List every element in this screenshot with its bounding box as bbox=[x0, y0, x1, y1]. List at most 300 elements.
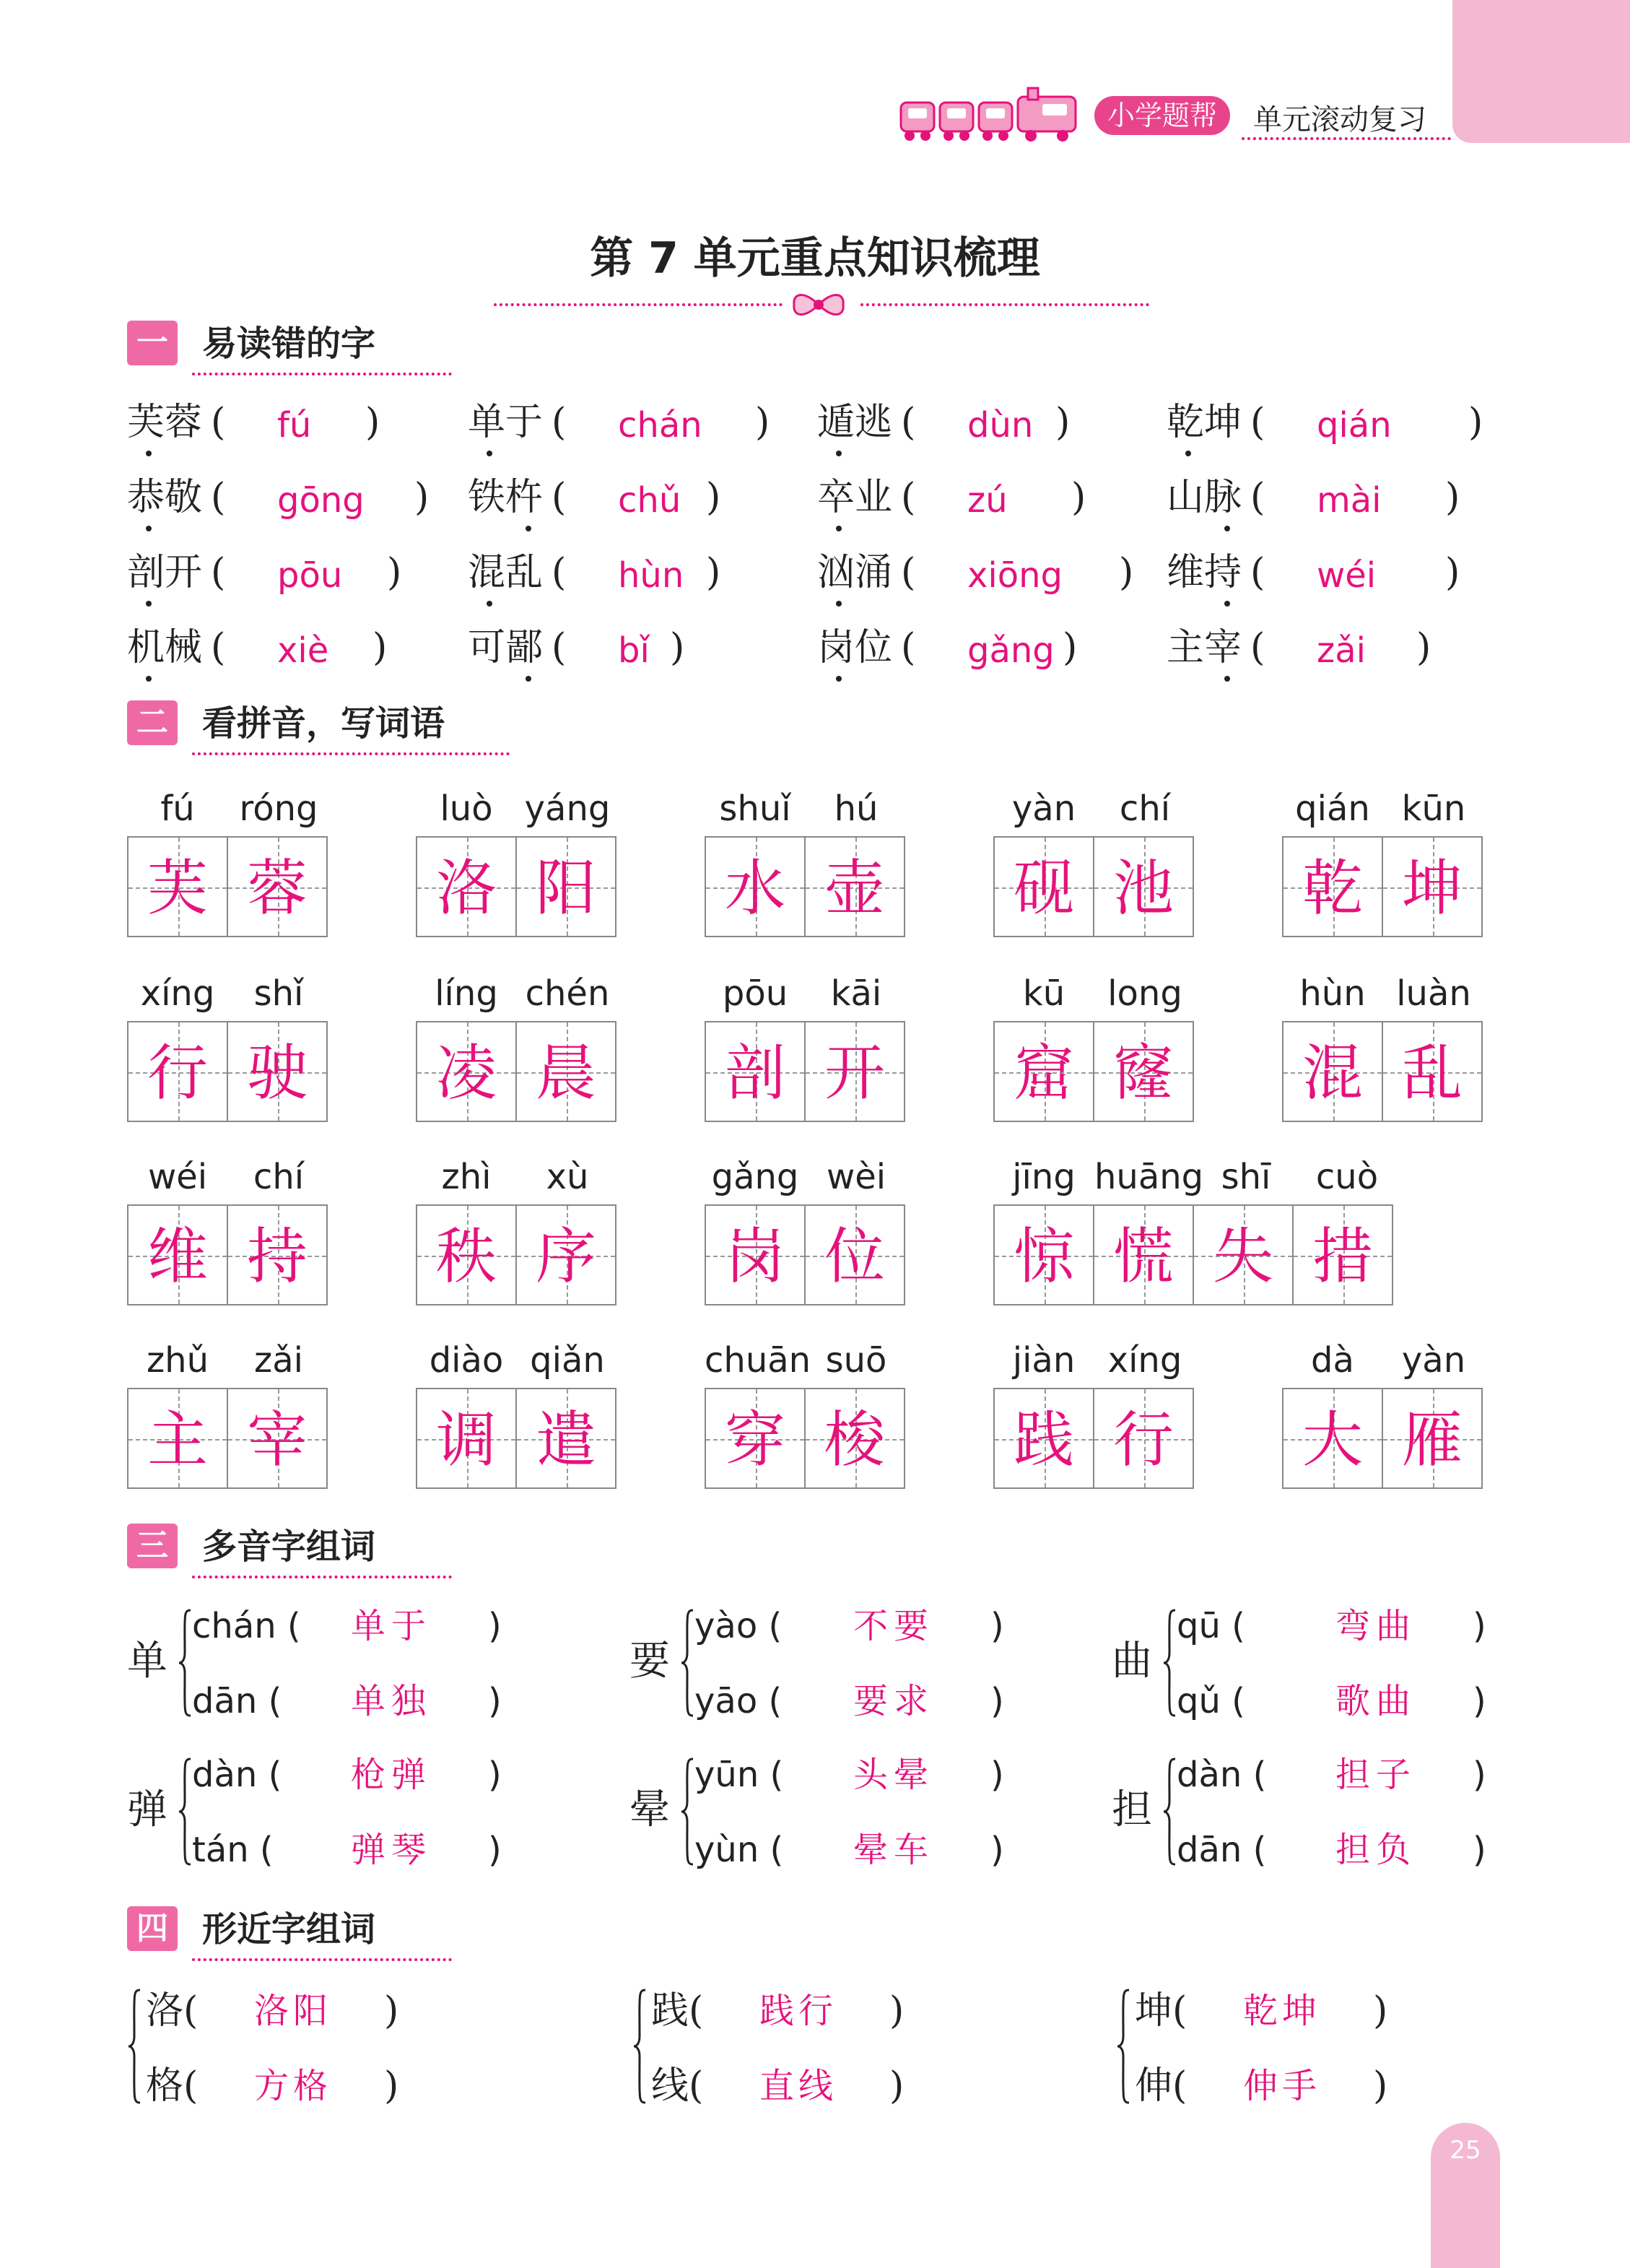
polyphone-char: 晕 bbox=[629, 1786, 670, 1833]
pinyin-syllable: hú bbox=[834, 788, 879, 829]
pinyin-syllable: xù bbox=[546, 1157, 589, 1197]
close-paren: ) bbox=[1473, 1755, 1486, 1795]
writing-cell bbox=[515, 836, 616, 937]
pinyin-word bbox=[993, 973, 1195, 1125]
writing-cell bbox=[127, 836, 228, 937]
section-3-number: 三 bbox=[127, 1524, 178, 1568]
written-character: 措 bbox=[1312, 1221, 1373, 1292]
title-divider-right bbox=[860, 303, 1149, 306]
reading-item bbox=[127, 397, 459, 448]
section-2-number: 二 bbox=[127, 700, 178, 745]
polyphone-line bbox=[1177, 1603, 1486, 1649]
pinyin-syllable: róng bbox=[239, 788, 318, 829]
emphasis-dot bbox=[146, 601, 152, 607]
pinyin-syllable: xíng bbox=[140, 973, 215, 1014]
pinyin-syllable: xíng bbox=[1107, 1340, 1182, 1381]
pinyin-syllable: kāi bbox=[830, 973, 882, 1014]
writing-cell bbox=[993, 1388, 1094, 1489]
written-character: 乱 bbox=[1401, 1038, 1463, 1108]
example-word: 直线 bbox=[759, 2066, 838, 2106]
reading-word: 机械 bbox=[127, 626, 203, 669]
reading-word: 恭敬 bbox=[127, 476, 203, 519]
written-character: 蓉 bbox=[246, 853, 308, 924]
pinyin-answer: chán bbox=[618, 405, 702, 446]
close-paren: ) bbox=[1416, 626, 1431, 669]
pinyin-word bbox=[993, 788, 1195, 940]
open-paren: ( bbox=[757, 1681, 783, 1721]
pinyin-reading: tán bbox=[192, 1830, 249, 1870]
pinyin-syllable: huāng bbox=[1094, 1157, 1204, 1197]
pinyin-syllable: suō bbox=[825, 1340, 887, 1381]
pinyin-syllable: shī bbox=[1221, 1157, 1271, 1197]
pinyin-word bbox=[993, 1340, 1195, 1492]
written-character: 坤 bbox=[1401, 853, 1463, 924]
open-paren: ( bbox=[1250, 476, 1265, 519]
pinyin-syllable: luàn bbox=[1396, 973, 1471, 1014]
pinyin-syllable: wéi bbox=[147, 1157, 208, 1197]
pinyin-syllable: shǐ bbox=[253, 973, 304, 1014]
close-paren: ) bbox=[706, 551, 721, 594]
written-character: 洛 bbox=[435, 853, 497, 924]
written-character: 主 bbox=[147, 1404, 208, 1475]
page-number: 25 bbox=[1450, 2136, 1481, 2165]
writing-cell bbox=[1282, 836, 1383, 937]
brand-label: 小学题帮 bbox=[1094, 96, 1230, 135]
example-word: 担子 bbox=[1335, 1755, 1417, 1795]
polyphone-group bbox=[1112, 1747, 1559, 1892]
reading-item bbox=[468, 397, 800, 448]
open-paren: ( bbox=[901, 476, 916, 519]
pinyin-reading: yāo bbox=[694, 1681, 758, 1721]
reading-item bbox=[1167, 472, 1499, 523]
written-character: 凌 bbox=[435, 1038, 497, 1108]
similar-char-line bbox=[651, 1986, 905, 2036]
pinyin-word bbox=[127, 1157, 329, 1308]
pinyin-answer: gǎng bbox=[967, 630, 1055, 671]
reading-word: 混乱 bbox=[468, 551, 544, 594]
close-paren: ) bbox=[990, 1606, 1004, 1646]
open-paren: ( bbox=[1242, 1830, 1267, 1870]
tianzige-grid bbox=[705, 1388, 904, 1489]
pinyin-syllable: yàn bbox=[1401, 1340, 1466, 1381]
polyphone-char: 弹 bbox=[127, 1786, 167, 1833]
reading-word: 卒业 bbox=[817, 476, 893, 519]
writing-cell bbox=[993, 836, 1094, 937]
written-character: 大 bbox=[1302, 1404, 1363, 1475]
writing-cell bbox=[1093, 1388, 1194, 1489]
reading-word: 铁杵 bbox=[468, 476, 544, 519]
reading-word: 汹涌 bbox=[817, 551, 893, 594]
written-character: 阳 bbox=[535, 853, 596, 924]
open-paren: ( bbox=[759, 1830, 784, 1870]
polyphone-line bbox=[192, 1678, 502, 1724]
brace-icon bbox=[680, 1609, 694, 1717]
polyphone-group bbox=[629, 1599, 1077, 1743]
tianzige-grid bbox=[127, 836, 326, 937]
emphasis-dot bbox=[836, 601, 842, 607]
written-character: 维 bbox=[147, 1221, 208, 1292]
pinyin-word bbox=[127, 1340, 329, 1492]
open-paren: ( bbox=[757, 1606, 783, 1646]
written-character: 开 bbox=[824, 1038, 885, 1108]
open-paren: ( bbox=[901, 401, 916, 444]
similar-char: 格 bbox=[146, 2064, 184, 2108]
pinyin-reading: dàn bbox=[1177, 1755, 1242, 1795]
pinyin-word bbox=[127, 973, 329, 1125]
pinyin-answer: gōng bbox=[277, 480, 365, 521]
brace-icon bbox=[1116, 1989, 1130, 2104]
writing-cell bbox=[227, 1204, 328, 1305]
written-character: 窿 bbox=[1112, 1038, 1174, 1108]
open-paren: ( bbox=[759, 1755, 784, 1795]
pinyin-syllable: qiǎn bbox=[530, 1340, 605, 1381]
emphasis-dot bbox=[487, 451, 492, 456]
emphasis-dot bbox=[1185, 451, 1191, 456]
reading-word: 遁逃 bbox=[817, 401, 893, 444]
bow-icon bbox=[790, 289, 847, 321]
reading-item bbox=[817, 472, 1149, 523]
section-1-underline bbox=[192, 373, 452, 375]
written-character: 池 bbox=[1112, 853, 1174, 924]
writing-cell bbox=[705, 1021, 806, 1122]
close-paren: ) bbox=[1055, 401, 1071, 444]
pinyin-word bbox=[705, 973, 907, 1125]
written-character: 岗 bbox=[724, 1221, 785, 1292]
open-paren: ( bbox=[183, 2064, 199, 2108]
pinyin-reading: dàn bbox=[192, 1755, 258, 1795]
tianzige-grid bbox=[127, 1021, 326, 1122]
writing-cell bbox=[993, 1204, 1094, 1305]
pinyin-syllable: long bbox=[1107, 973, 1182, 1014]
written-character: 惊 bbox=[1013, 1221, 1074, 1292]
title-divider-left bbox=[494, 303, 783, 306]
close-paren: ) bbox=[1071, 476, 1086, 519]
example-word: 枪弹 bbox=[351, 1755, 432, 1795]
writing-cell bbox=[705, 836, 806, 937]
pinyin-word bbox=[705, 1157, 907, 1308]
pinyin-syllable: hùn bbox=[1299, 973, 1366, 1014]
close-paren: ) bbox=[1119, 551, 1134, 594]
brace-icon bbox=[680, 1758, 694, 1866]
pinyin-reading: qǔ bbox=[1177, 1681, 1221, 1721]
written-character: 秩 bbox=[435, 1221, 497, 1292]
writing-cell bbox=[705, 1388, 806, 1489]
pinyin-reading: dān bbox=[192, 1681, 258, 1721]
similar-char-line bbox=[146, 1986, 399, 2036]
close-paren: ) bbox=[488, 1681, 502, 1721]
pinyin-word bbox=[416, 788, 618, 940]
brace-icon bbox=[1162, 1758, 1177, 1866]
reading-word: 主宰 bbox=[1167, 626, 1242, 669]
written-character: 位 bbox=[824, 1221, 885, 1292]
written-character: 遣 bbox=[535, 1404, 596, 1475]
emphasis-dot bbox=[1224, 676, 1230, 682]
reading-word: 可鄙 bbox=[468, 626, 544, 669]
polyphone-line bbox=[694, 1678, 1004, 1724]
pinyin-answer: zǎi bbox=[1317, 630, 1366, 671]
pinyin-syllable: yáng bbox=[524, 788, 611, 829]
writing-cell bbox=[1193, 1204, 1294, 1305]
close-paren: ) bbox=[1473, 1681, 1486, 1721]
open-paren: ( bbox=[276, 1606, 301, 1646]
written-character: 砚 bbox=[1013, 853, 1074, 924]
example-word: 弯曲 bbox=[1335, 1606, 1417, 1646]
open-paren: ( bbox=[211, 626, 226, 669]
polyphone-char: 要 bbox=[629, 1638, 670, 1685]
similar-char-group bbox=[632, 1981, 1037, 2126]
open-paren: ( bbox=[689, 1989, 704, 2033]
close-paren: ) bbox=[990, 1830, 1004, 1870]
section-3-title: 多音字组词 bbox=[202, 1526, 376, 1567]
pinyin-syllable: líng bbox=[435, 973, 498, 1014]
close-paren: ) bbox=[990, 1681, 1004, 1721]
corner-tab bbox=[1452, 0, 1630, 143]
section-4-title: 形近字组词 bbox=[202, 1909, 376, 1950]
tianzige-grid bbox=[416, 1021, 615, 1122]
close-paren: ) bbox=[1373, 2064, 1388, 2108]
reading-item bbox=[127, 472, 459, 523]
tianzige-grid bbox=[993, 1388, 1193, 1489]
page-number-tab bbox=[1431, 2123, 1500, 2268]
reading-word: 剖开 bbox=[127, 551, 203, 594]
written-character: 宰 bbox=[246, 1404, 308, 1475]
written-character: 持 bbox=[246, 1221, 308, 1292]
close-paren: ) bbox=[670, 626, 685, 669]
pinyin-syllable: kūn bbox=[1401, 788, 1466, 829]
brace-icon bbox=[178, 1758, 192, 1866]
written-character: 序 bbox=[535, 1221, 596, 1292]
pinyin-answer: wéi bbox=[1317, 555, 1377, 596]
example-word: 洛阳 bbox=[254, 1991, 333, 2031]
tianzige-grid bbox=[993, 836, 1193, 937]
open-paren: ( bbox=[1250, 551, 1265, 594]
reading-item bbox=[1167, 622, 1499, 673]
pinyin-word bbox=[127, 788, 329, 940]
writing-cell bbox=[1382, 1388, 1483, 1489]
example-word: 晕车 bbox=[853, 1830, 935, 1870]
pinyin-syllable: diào bbox=[429, 1340, 504, 1381]
tianzige-grid bbox=[1282, 1021, 1481, 1122]
writing-cell bbox=[993, 1021, 1094, 1122]
writing-cell bbox=[804, 1204, 905, 1305]
written-character: 壶 bbox=[824, 853, 885, 924]
tianzige-grid bbox=[705, 836, 904, 937]
reading-item bbox=[1167, 397, 1499, 448]
open-paren: ( bbox=[552, 401, 567, 444]
pinyin-syllable: chí bbox=[1119, 788, 1171, 829]
written-character: 行 bbox=[1112, 1404, 1174, 1475]
pinyin-word bbox=[705, 788, 907, 940]
written-character: 失 bbox=[1212, 1221, 1273, 1292]
pinyin-answer: bǐ bbox=[618, 630, 650, 671]
pinyin-syllable: qián bbox=[1295, 788, 1370, 829]
polyphone-line bbox=[694, 1752, 1004, 1798]
open-paren: ( bbox=[1250, 626, 1265, 669]
written-character: 剖 bbox=[724, 1038, 785, 1108]
pinyin-syllable: gǎng bbox=[711, 1157, 799, 1197]
close-paren: ) bbox=[1473, 1606, 1486, 1646]
open-paren: ( bbox=[211, 401, 226, 444]
pinyin-word bbox=[416, 1157, 618, 1308]
writing-cell bbox=[416, 1204, 517, 1305]
example-word: 要求 bbox=[853, 1681, 935, 1721]
similar-char-line bbox=[146, 2061, 399, 2111]
polyphone-line bbox=[192, 1603, 502, 1649]
tianzige-grid bbox=[416, 1388, 615, 1489]
pinyin-syllable: zhì bbox=[441, 1157, 492, 1197]
brace-icon bbox=[178, 1609, 192, 1717]
pinyin-reading: chán bbox=[192, 1606, 276, 1646]
pinyin-word bbox=[1282, 1340, 1484, 1492]
written-character: 践 bbox=[1013, 1404, 1074, 1475]
polyphone-char: 担 bbox=[1112, 1786, 1152, 1833]
pinyin-word bbox=[993, 1157, 1398, 1308]
pinyin-answer: chǔ bbox=[618, 480, 681, 521]
similar-char-line bbox=[651, 2061, 905, 2111]
pinyin-answer: pōu bbox=[277, 555, 343, 596]
open-paren: ( bbox=[1220, 1606, 1245, 1646]
tianzige-grid bbox=[993, 1204, 1392, 1305]
open-paren: ( bbox=[901, 551, 916, 594]
example-word: 歌曲 bbox=[1335, 1681, 1417, 1721]
tianzige-grid bbox=[127, 1204, 326, 1305]
reading-item bbox=[817, 547, 1149, 598]
writing-cell bbox=[1292, 1204, 1393, 1305]
polyphone-line bbox=[694, 1827, 1004, 1873]
section-3-underline bbox=[192, 1576, 452, 1578]
pinyin-syllable: wèi bbox=[826, 1157, 886, 1197]
close-paren: ) bbox=[488, 1830, 502, 1870]
written-character: 水 bbox=[724, 853, 785, 924]
section-2-underline bbox=[192, 752, 510, 755]
pinyin-syllable: shuǐ bbox=[719, 788, 791, 829]
emphasis-dot bbox=[836, 676, 842, 682]
polyphone-line bbox=[192, 1752, 502, 1798]
open-paren: ( bbox=[552, 476, 567, 519]
emphasis-dot bbox=[1224, 526, 1230, 531]
emphasis-dot bbox=[836, 451, 842, 456]
written-character: 雁 bbox=[1401, 1404, 1463, 1475]
polyphone-group bbox=[127, 1747, 575, 1892]
writing-cell bbox=[227, 836, 328, 937]
writing-cell bbox=[705, 1204, 806, 1305]
pinyin-word bbox=[416, 973, 618, 1125]
reading-item bbox=[1167, 547, 1499, 598]
pinyin-answer: zú bbox=[967, 480, 1008, 521]
similar-char: 践 bbox=[651, 1989, 689, 2033]
polyphone-line bbox=[1177, 1752, 1486, 1798]
written-character: 混 bbox=[1302, 1038, 1363, 1108]
reading-word: 山脉 bbox=[1167, 476, 1242, 519]
tianzige-grid bbox=[416, 836, 615, 937]
open-paren: ( bbox=[552, 626, 567, 669]
open-paren: ( bbox=[257, 1755, 282, 1795]
close-paren: ) bbox=[755, 401, 770, 444]
writing-cell bbox=[1093, 1021, 1194, 1122]
tianzige-grid bbox=[416, 1204, 615, 1305]
example-word: 方格 bbox=[254, 2066, 333, 2106]
written-character: 驶 bbox=[246, 1038, 308, 1108]
reading-item bbox=[468, 547, 800, 598]
pinyin-syllable: luò bbox=[440, 788, 493, 829]
similar-char: 线 bbox=[651, 2064, 689, 2108]
section-1-title: 易读错的字 bbox=[202, 323, 376, 364]
pinyin-syllable: dà bbox=[1311, 1340, 1354, 1381]
emphasis-dot bbox=[487, 601, 492, 607]
written-character: 慌 bbox=[1112, 1221, 1174, 1292]
pinyin-reading: yào bbox=[694, 1606, 758, 1646]
writing-cell bbox=[804, 1021, 905, 1122]
tianzige-grid bbox=[1282, 836, 1481, 937]
polyphone-group bbox=[127, 1599, 575, 1743]
pinyin-syllable: jiàn bbox=[1012, 1340, 1076, 1381]
similar-char-line bbox=[1135, 2061, 1388, 2111]
pinyin-syllable: zhǔ bbox=[146, 1340, 209, 1381]
pinyin-reading: dān bbox=[1177, 1830, 1242, 1870]
writing-cell bbox=[1093, 1204, 1194, 1305]
writing-cell bbox=[804, 836, 905, 937]
close-paren: ) bbox=[488, 1606, 502, 1646]
open-paren: ( bbox=[1172, 1989, 1187, 2033]
polyphone-line bbox=[1177, 1827, 1486, 1873]
pinyin-word bbox=[416, 1340, 618, 1492]
tianzige-grid bbox=[993, 1021, 1193, 1122]
emphasis-dot bbox=[146, 676, 152, 682]
writing-cell bbox=[1282, 1388, 1383, 1489]
close-paren: ) bbox=[372, 626, 388, 669]
open-paren: ( bbox=[689, 2064, 704, 2108]
writing-cell bbox=[416, 1388, 517, 1489]
writing-cell bbox=[127, 1388, 228, 1489]
header-divider bbox=[1242, 137, 1451, 140]
similar-char: 坤 bbox=[1135, 1989, 1173, 2033]
pinyin-reading: yūn bbox=[694, 1755, 759, 1795]
example-word: 单独 bbox=[351, 1681, 432, 1721]
pinyin-answer: mài bbox=[1317, 480, 1382, 521]
close-paren: ) bbox=[384, 1989, 399, 2033]
section-2-title: 看拼音，写词语 bbox=[202, 703, 445, 744]
page-title: 第 7 单元重点知识梳理 bbox=[590, 233, 1040, 284]
writing-cell bbox=[127, 1021, 228, 1122]
tianzige-grid bbox=[705, 1021, 904, 1122]
pinyin-reading: qū bbox=[1177, 1606, 1221, 1646]
writing-cell bbox=[227, 1021, 328, 1122]
pinyin-word bbox=[1282, 973, 1484, 1125]
pinyin-answer: dùn bbox=[967, 405, 1034, 446]
reading-item bbox=[127, 547, 459, 598]
example-word: 乾坤 bbox=[1243, 1991, 1322, 2031]
polyphone-char: 曲 bbox=[1112, 1638, 1152, 1685]
pinyin-answer: xiōng bbox=[967, 555, 1063, 596]
pinyin-reading: yùn bbox=[694, 1830, 759, 1870]
tianzige-grid bbox=[705, 1204, 904, 1305]
writing-cell bbox=[515, 1021, 616, 1122]
close-paren: ) bbox=[488, 1755, 502, 1795]
close-paren: ) bbox=[384, 2064, 399, 2108]
reading-word: 岗位 bbox=[817, 626, 893, 669]
writing-cell bbox=[515, 1388, 616, 1489]
section-1-number: 一 bbox=[127, 321, 178, 365]
written-character: 芙 bbox=[147, 853, 208, 924]
open-paren: ( bbox=[552, 551, 567, 594]
writing-cell bbox=[1282, 1021, 1383, 1122]
polyphone-line bbox=[694, 1603, 1004, 1649]
written-character: 穿 bbox=[724, 1404, 785, 1475]
pinyin-answer: xiè bbox=[277, 630, 329, 671]
reading-word: 单于 bbox=[468, 401, 544, 444]
similar-char-line bbox=[1135, 1986, 1388, 2036]
emphasis-dot bbox=[836, 526, 842, 531]
